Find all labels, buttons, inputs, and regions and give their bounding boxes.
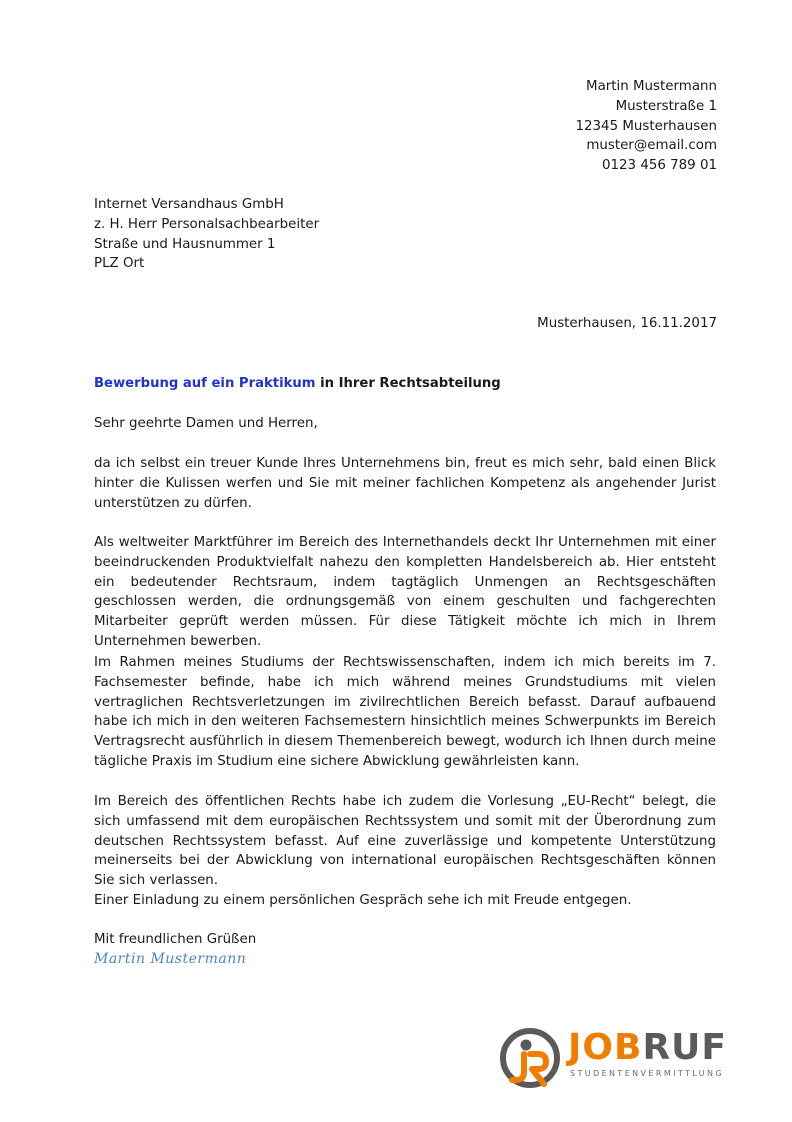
- subject-line: [94, 374, 501, 394]
- closing: Mit freundlichen Grüßen: [94, 932, 257, 947]
- body-paragraph: da ich selbst ein treuer Kunde Ihres Unternehmens bin, freut es mich sehr, bald einen Blick hinter die Kulissen werfen und Sie mit meiner fachlichen Kompetenz als angehender Jurist unterstützen zu dürfen.: [94, 456, 716, 511]
- sender-address: [575, 77, 717, 176]
- recipient-street: Straße und Hausnummer 1: [94, 236, 276, 252]
- signature: Martin Mustermann: [94, 951, 247, 967]
- sender-email: muster@email.com: [586, 138, 717, 154]
- recipient-address: [94, 195, 319, 274]
- subject-highlight: Bewerbung auf ein Praktikum: [94, 376, 316, 391]
- sender-phone: 0123 456 789 01: [601, 158, 717, 174]
- subject-rest: in Ihrer Rechtsabteilung: [315, 376, 501, 391]
- body-paragraph-group: [94, 792, 716, 911]
- body-paragraph: Im Bereich des öffentlichen Rechts habe ich zudem die Vorlesung „EU-Recht“ belegt, die sich umfassend mit dem europäischen Rechtssystem und somit mit der Überordnung zum deutschen Rechtssystem befasst. Auf eine zuverlässige und kompetente Unterstützung meinerseits bei der Abwicklung von international europäischen Rechtsgeschäften können Sie sich verlassen.: [94, 794, 716, 889]
- recipient-company: Internet Versandhaus GmbH: [94, 197, 284, 212]
- body-paragraph: Als weltweiter Marktführer im Bereich des Internethandels deckt Ihr Unternehmen mit einer beeindruckenden Produktvielfalt nahezu den kompletten Handelsbereich ab. Hier entsteht ein bedeutender Rechtsraum, indem tagtäglich Unmengen an Rechtsgeschäften geschlossen werden, die ordnungsgemäß von einem geschulten und fachgerechten Mitarbeiter geprüft werden müssen. Für diese Tätigkeit möchte ich mich in Ihrem Unternehmen bewerben.: [94, 535, 716, 649]
- body-paragraph: Einer Einladung zu einem persönlichen Gespräch sehe ich mit Freude entgegen.: [94, 892, 632, 908]
- letter-date: Musterhausen, 16.11.2017: [537, 316, 717, 331]
- body-paragraph: Im Rahmen meines Studiums der Rechtswissenschaften, indem ich mich bereits im 7. Fachsemester befinde, habe ich mich während meines Grundstudiums mit vielen vertraglichen Rechtsverletzungen im zivilrechtlichen Bereich befasst. Darauf aufbauend habe ich mich in den weiteren Fachsemestern hinsichtlich meines Schwerpunkts im Bereich Vertragsrecht ausführlich in diesem Themenbereich bewegt, wodurch ich Ihnen durch meine tägliche Praxis im Studium eine sichere Abwicklung gewährleisten kann.: [94, 655, 716, 769]
- recipient-contact: z. H. Herr Personalsachbearbeiter: [94, 216, 320, 232]
- logo-wordmark: [568, 1028, 727, 1068]
- sender-city: 12345 Musterhausen: [575, 118, 717, 134]
- sender-name: Martin Mustermann: [586, 79, 717, 94]
- logo-emblem-icon: [497, 1026, 563, 1090]
- recipient-city: PLZ Ort: [94, 256, 145, 272]
- logo-tagline: STUDENTENVERMITTLUNG: [570, 1069, 725, 1078]
- sender-street: Musterstraße 1: [615, 98, 717, 114]
- logo-text-job: JOB: [568, 1027, 643, 1068]
- logo-text-ruf: RUF: [642, 1027, 727, 1068]
- jobruf-logo: [497, 1026, 727, 1090]
- salutation: Sehr geehrte Damen und Herren,: [94, 416, 318, 431]
